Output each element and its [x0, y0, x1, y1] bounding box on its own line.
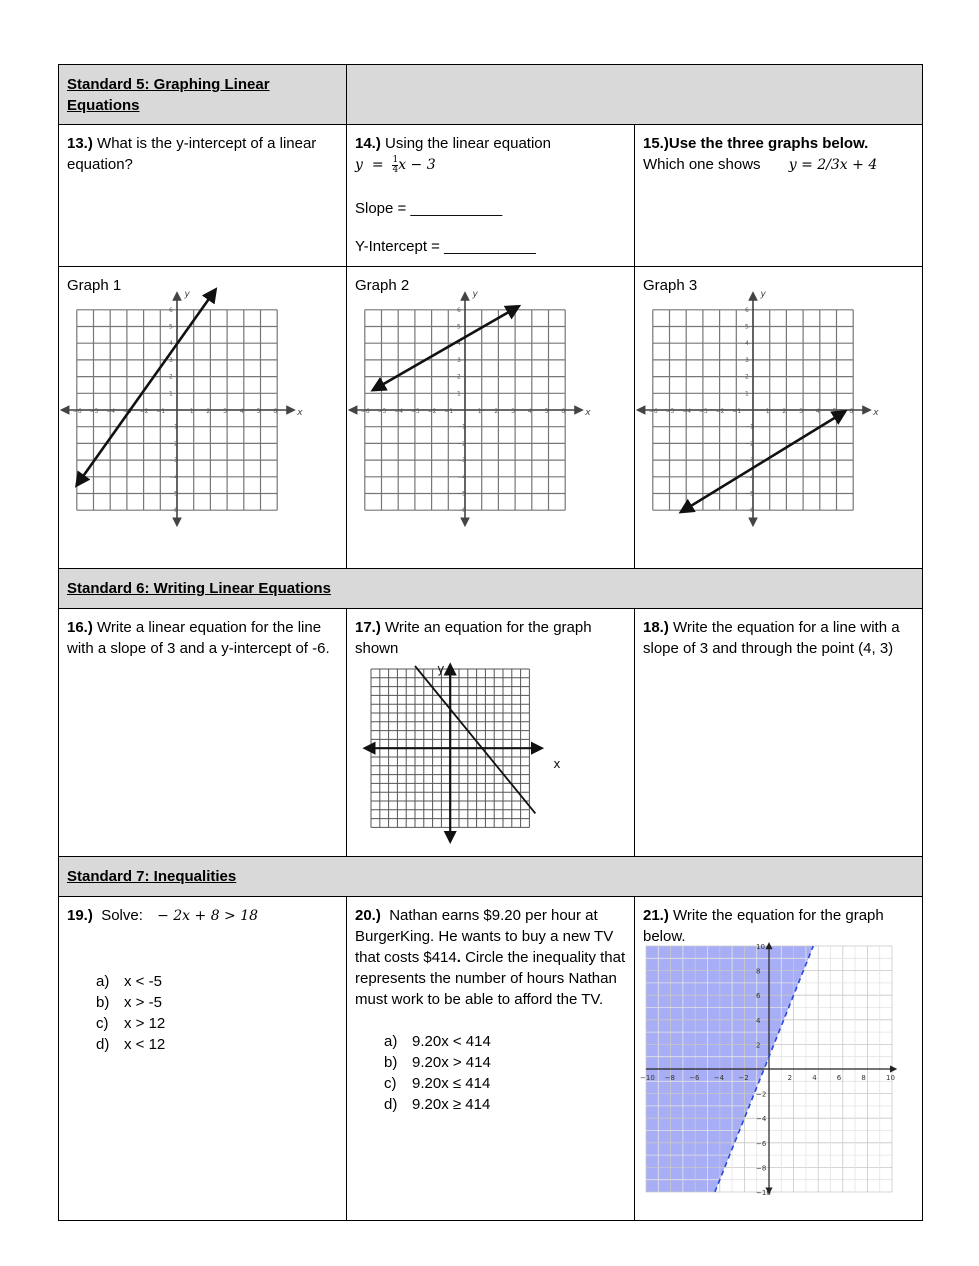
- x-axis-label: x: [297, 408, 303, 419]
- y-tick-label: 4: [457, 340, 461, 348]
- standard6-title: Standard 6: Writing Linear Equations: [67, 580, 331, 597]
- q20-text2: Circle the inequality that represents the number of hours Nathan must work to be able to afford the TV.: [355, 949, 626, 1008]
- graph-line: [373, 306, 518, 390]
- x-tick-label: −6: [360, 408, 370, 415]
- y-tick-label: 3: [745, 356, 749, 364]
- x-tick-label: 1: [477, 408, 482, 415]
- y-tick-label: 6: [756, 992, 761, 1001]
- y-tick-label: 8: [756, 967, 761, 976]
- q18-cell: [635, 609, 923, 857]
- y-tick-label: −2: [169, 440, 178, 448]
- x-tick-label: 2: [206, 408, 211, 415]
- q13-number: 13.): [67, 135, 93, 152]
- x-tick-label: −2: [715, 408, 725, 415]
- standard5-header-row: [59, 65, 923, 125]
- y-tick-label: −10: [756, 1189, 771, 1197]
- x-axis-label: x: [553, 757, 561, 772]
- graph-line: [77, 290, 216, 485]
- q15-equation: y = 2/3x + 4: [788, 157, 878, 173]
- q19-options: [67, 971, 338, 1055]
- graph3-plot: [643, 289, 893, 543]
- y-tick-label: 5: [457, 323, 461, 331]
- y-tick-label: −4: [756, 1115, 767, 1124]
- x-tick-label: 2: [782, 408, 787, 415]
- worksheet-table: [58, 64, 923, 1221]
- y-tick-label: 3: [457, 356, 461, 364]
- q19-cell: [59, 897, 347, 1221]
- x-tick-label: −6: [72, 408, 82, 415]
- q18-text: Write the equation for a line with a slope of 3 and through the point (4, 3): [643, 619, 900, 657]
- x-tick-label: −2: [139, 408, 149, 415]
- x-tick-label: −4: [713, 1074, 725, 1082]
- y-tick-label: 4: [756, 1016, 761, 1025]
- graph2-plot: [355, 289, 605, 543]
- x-tick-label: −6: [648, 408, 658, 415]
- y-tick-label: 6: [169, 306, 173, 314]
- q19-option-d[interactable]: d) x < 12: [96, 1036, 166, 1053]
- q21-text: Write the equation for the graph below.: [643, 907, 884, 945]
- q15-number: 15.): [643, 135, 669, 152]
- q20-cell: 20.) Nathan earns $9.20 per hour at BurgerKing. He wants to buy a new TV that costs $414. Circle the inequality that represents the number of hours Nathan must work to be able to afford the TV. a) 9.20x < 414 b) 9.20x > 414 c) 9.20x ≤ 414 d) 9.20x ≥ 414: [347, 897, 635, 1221]
- y-tick-label: −3: [457, 457, 466, 465]
- q14-cell: [347, 125, 635, 267]
- y-tick-label: −3: [745, 457, 754, 465]
- y-tick-label: −2: [745, 440, 754, 448]
- q20-options: [355, 1031, 626, 1115]
- q15-cell: [635, 125, 923, 267]
- x-axis-label: x: [873, 408, 879, 419]
- x-tick-label: −6: [689, 1074, 700, 1082]
- graph3-label: Graph 3: [643, 277, 698, 294]
- q21-number: 21.): [643, 907, 669, 924]
- q17-graph: [355, 661, 561, 846]
- q20-number: 20.): [355, 907, 381, 924]
- y-tick-label: −4: [745, 473, 754, 481]
- standard5-header-blank: [347, 65, 923, 125]
- graph3-cell: [635, 267, 923, 569]
- y-tick-label: −4: [169, 473, 178, 481]
- graph1-label: Graph 1: [67, 277, 122, 294]
- q19-label: Solve:: [101, 907, 143, 924]
- y-tick-label: −1: [745, 423, 754, 431]
- q15-text: Use the three graphs below.: [668, 135, 869, 152]
- y-tick-label: −5: [457, 490, 466, 498]
- x-tick-label: −10: [640, 1074, 655, 1082]
- y-axis-label: y: [472, 289, 478, 300]
- x-tick-label: 6: [273, 408, 278, 415]
- q20-option-b[interactable]: b) 9.20x > 414: [384, 1054, 491, 1071]
- x-tick-label: 2: [787, 1074, 793, 1082]
- y-tick-label: 10: [756, 943, 765, 951]
- x-tick-label: 8: [861, 1074, 866, 1082]
- y-axis-label: y: [437, 662, 445, 676]
- q17-number: 17.): [355, 619, 381, 636]
- q17-cell: [347, 609, 635, 857]
- y-tick-label: −2: [457, 440, 466, 448]
- x-tick-label: −1: [444, 408, 454, 415]
- q20-text1: Nathan earns $9.20 per hour at BurgerKing. He wants to buy a new TV that costs $414: [355, 907, 614, 966]
- x-tick-label: 6: [561, 408, 566, 415]
- graph2-cell: [347, 267, 635, 569]
- graphs-row: [59, 267, 923, 569]
- y-tick-label: 1: [169, 390, 173, 398]
- x-tick-label: 3: [511, 408, 515, 415]
- q14-text: Using the linear equation: [385, 135, 551, 152]
- x-tick-label: −4: [394, 408, 404, 415]
- q19-option-a[interactable]: a) x < -5: [96, 973, 162, 990]
- x-tick-label: −1: [156, 408, 166, 415]
- y-tick-label: 1: [457, 390, 461, 398]
- y-tick-label: −8: [756, 1164, 767, 1173]
- q16-number: 16.): [67, 619, 93, 636]
- q21-cell: [635, 897, 923, 1221]
- q14-number: 14.): [355, 135, 381, 152]
- q19-option-c[interactable]: c) x > 12: [96, 1015, 166, 1032]
- y-axis-label: y: [184, 289, 190, 300]
- q16-18-row: [59, 609, 923, 857]
- standard7-header-row: [59, 857, 923, 897]
- x-tick-label: 1: [189, 408, 194, 415]
- x-tick-label: −2: [427, 408, 437, 415]
- y-tick-label: −4: [457, 473, 466, 481]
- standard5-header: [59, 65, 347, 125]
- x-tick-label: −3: [122, 408, 132, 415]
- x-tick-label: 2: [494, 408, 499, 415]
- x-tick-label: 6: [849, 408, 854, 415]
- y-tick-label: −1: [457, 423, 466, 431]
- y-tick-label: 2: [745, 373, 749, 381]
- y-tick-label: 2: [457, 373, 461, 381]
- x-tick-label: 5: [832, 408, 837, 415]
- graph1-cell: [59, 267, 347, 569]
- y-tick-label: 2: [169, 373, 173, 381]
- q13-text: What is the y-intercept of a linear equation?: [67, 135, 317, 173]
- x-tick-label: 4: [815, 408, 820, 415]
- x-tick-label: 4: [239, 408, 244, 415]
- y-tick-label: 6: [457, 306, 461, 314]
- q20-option-d[interactable]: d) 9.20x ≥ 414: [384, 1096, 491, 1113]
- y-tick-label: −6: [457, 507, 466, 515]
- standard7-title: Standard 7: Inequalities: [67, 868, 237, 885]
- x-tick-label: −5: [89, 408, 99, 415]
- q20-option-a[interactable]: a) 9.20x < 414: [384, 1033, 491, 1050]
- q14-slope-blank: Slope = ___________: [355, 200, 503, 217]
- q18-number: 18.): [643, 619, 669, 636]
- q13-15-row: [59, 125, 923, 267]
- q19-option-b[interactable]: b) x > -5: [96, 994, 162, 1011]
- standard6-header-row: [59, 569, 923, 609]
- y-tick-label: −6: [169, 507, 178, 515]
- y-tick-label: 2: [756, 1041, 761, 1050]
- y-tick-label: 5: [169, 323, 173, 331]
- x-axis-label: x: [585, 408, 591, 419]
- y-tick-label: 4: [745, 340, 749, 348]
- graph1-plot: [67, 289, 317, 543]
- y-tick-label: 5: [745, 323, 749, 331]
- q19-number: 19.): [67, 907, 93, 924]
- x-tick-label: −4: [106, 408, 116, 415]
- x-tick-label: −2: [738, 1074, 749, 1082]
- y-tick-label: −3: [169, 457, 178, 465]
- y-tick-label: −1: [169, 423, 178, 431]
- q15-which: Which one shows: [643, 156, 761, 173]
- q19-equation: − 2x + 8 > 18: [157, 908, 259, 924]
- x-tick-label: −8: [664, 1074, 675, 1082]
- y-tick-label: −2: [756, 1090, 767, 1099]
- x-tick-label: −4: [682, 408, 692, 415]
- x-tick-label: 5: [256, 408, 261, 415]
- x-tick-label: 3: [223, 408, 227, 415]
- standard7-header: [59, 857, 923, 897]
- q16-cell: [59, 609, 347, 857]
- x-tick-label: 10: [886, 1074, 895, 1082]
- y-tick-label: −5: [745, 490, 754, 498]
- q13-cell: [59, 125, 347, 267]
- x-tick-label: −5: [377, 408, 387, 415]
- x-tick-label: −5: [665, 408, 675, 415]
- x-tick-label: −3: [698, 408, 708, 415]
- y-tick-label: −5: [169, 490, 178, 498]
- q14-equation: y = $\frac{1}{4}$ x − 3: [355, 154, 436, 175]
- q14-intercept-blank: Y-Intercept = ___________: [355, 238, 536, 255]
- y-tick-label: 6: [745, 306, 749, 314]
- y-tick-label: −6: [745, 507, 754, 515]
- q21-graph: [640, 943, 907, 1203]
- q19-21-row: [59, 897, 923, 1221]
- x-tick-label: 4: [812, 1074, 817, 1082]
- q17-text: Write an equation for the graph shown: [355, 619, 592, 657]
- x-tick-label: 6: [836, 1074, 842, 1082]
- x-tick-label: 4: [527, 408, 532, 415]
- x-tick-label: −3: [410, 408, 420, 415]
- x-tick-label: −1: [732, 408, 742, 415]
- x-tick-label: 3: [799, 408, 803, 415]
- y-tick-label: 1: [745, 390, 749, 398]
- y-axis-label: y: [760, 289, 766, 300]
- graph2-label: Graph 2: [355, 277, 410, 294]
- x-tick-label: 5: [544, 408, 549, 415]
- y-tick-label: −6: [756, 1139, 767, 1148]
- y-tick-label: 4: [169, 340, 173, 348]
- q16-text: Write a linear equation for the line with a slope of 3 and a y-intercept of -6.: [67, 619, 330, 657]
- standard6-header: [59, 569, 923, 609]
- standard5-title: Standard 5: Graphing Linear Equations: [67, 76, 270, 114]
- y-tick-label: 3: [169, 356, 173, 364]
- q20-option-c[interactable]: c) 9.20x ≤ 414: [384, 1075, 491, 1092]
- worksheet: [58, 64, 922, 1221]
- x-tick-label: 1: [765, 408, 770, 415]
